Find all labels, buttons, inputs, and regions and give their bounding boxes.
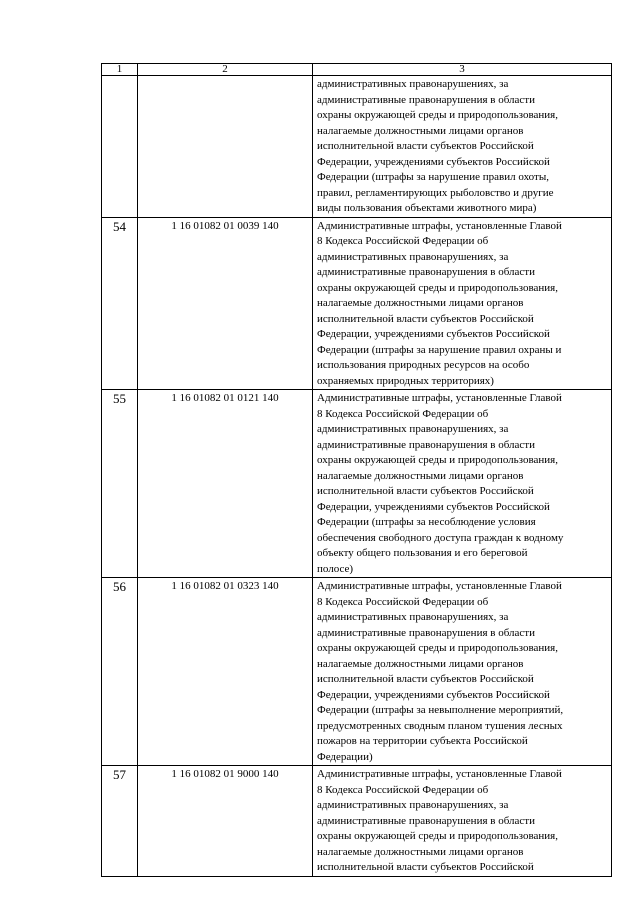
description-line: административные правонарушения в области xyxy=(317,266,535,278)
description-line: пожаров на территории субъекта Российской xyxy=(317,735,528,747)
description-line: Федерации (штрафы за нарушение правил охоты, xyxy=(317,171,549,183)
description-line: налагаемые должностными лицами органов xyxy=(317,297,524,309)
description-line: Административные штрафы, установленные Главой xyxy=(317,580,562,592)
table-row xyxy=(102,217,612,390)
description-line: исполнительной власти субъектов Российской xyxy=(317,312,534,325)
description-line: административных правонарушениях, за xyxy=(317,78,509,90)
description-line: охраны окружающей среды и природопользования, xyxy=(317,642,558,654)
budget-code: 1 16 01082 01 0039 140 xyxy=(138,217,313,390)
description-line: Федерации (штрафы за нарушение правил охраны и xyxy=(317,343,562,356)
description-line: Федерации, учреждениями субъектов Российской xyxy=(317,155,550,168)
description-line: административных правонарушениях, за xyxy=(317,799,509,811)
description-line: административных правонарушениях, за xyxy=(317,423,509,435)
revenue-codes-table xyxy=(101,63,612,877)
description-line: налагаемые должностными лицами органов xyxy=(317,845,524,858)
row-number: 55 xyxy=(102,390,138,578)
description-line: налагаемые должностными лицами органов xyxy=(317,469,524,482)
description-line: Федерации, учреждениями субъектов Российской xyxy=(317,688,550,701)
description-line: административных правонарушениях, за xyxy=(317,250,509,263)
description-line: обеспечения свободного доступа граждан к водному xyxy=(317,531,564,544)
description-line: предусмотренных сводным планом тушения лесных xyxy=(317,719,563,732)
description-line: исполнительной власти субъектов Российской xyxy=(317,861,534,873)
description-line: административные правонарушения в области xyxy=(317,438,535,451)
revenue-description xyxy=(313,390,612,578)
table-row xyxy=(102,578,612,766)
description-line: 8 Кодекса Российской Федерации об xyxy=(317,235,489,247)
description-line: Федерации (штрафы за несоблюдение условия xyxy=(317,516,536,528)
description-line: административные правонарушения в области xyxy=(317,626,535,639)
description-line: охраны окружающей среды и природопользования, xyxy=(317,281,558,294)
description-line: Административные штрафы, установленные Главой xyxy=(317,768,562,780)
table-row xyxy=(102,766,612,877)
header-col-3: 3 xyxy=(313,64,612,76)
row-number: 54 xyxy=(102,217,138,390)
budget-code: 1 16 01082 01 9000 140 xyxy=(138,766,313,877)
description-line: административные правонарушения в области xyxy=(317,814,535,827)
description-line: Федерации (штрафы за невыполнение мероприятий, xyxy=(317,704,564,716)
description-line: охраняемых природных территориях) xyxy=(317,374,494,387)
description-line: исполнительной власти субъектов Российской xyxy=(317,673,534,685)
header-col-2: 2 xyxy=(138,64,313,76)
description-line: полосе) xyxy=(317,562,354,575)
revenue-description xyxy=(313,578,612,766)
row-number: 56 xyxy=(102,578,138,766)
budget-code: 1 16 01082 01 0323 140 xyxy=(138,578,313,766)
header-col-1: 1 xyxy=(102,64,138,76)
table-header-row xyxy=(102,64,612,76)
description-line: налагаемые должностными лицами органов xyxy=(317,657,524,670)
description-line: Административные штрафы, установленные Главой xyxy=(317,219,562,232)
description-line: административных правонарушениях, за xyxy=(317,611,509,623)
revenue-description xyxy=(313,217,612,390)
description-line: Административные штрафы, установленные Главой xyxy=(317,392,562,404)
description-line: 8 Кодекса Российской Федерации об xyxy=(317,783,489,796)
description-line: правил, регламентирующих рыболовство и другие xyxy=(317,186,554,199)
description-line: исполнительной власти субъектов Российской xyxy=(317,485,534,497)
revenue-description xyxy=(313,766,612,877)
row-number xyxy=(102,76,138,218)
budget-code xyxy=(138,76,313,218)
description-line: Федерации, учреждениями субъектов Российской xyxy=(317,328,550,340)
budget-code: 1 16 01082 01 0121 140 xyxy=(138,390,313,578)
description-line: административные правонарушения в области xyxy=(317,93,535,106)
description-line: охраны окружающей среды и природопользования, xyxy=(317,109,558,121)
description-line: виды пользования объектами животного мира) xyxy=(317,202,537,214)
description-line: исполнительной власти субъектов Российской xyxy=(317,140,534,152)
description-line: охраны окружающей среды и природопользования, xyxy=(317,830,558,842)
revenue-description xyxy=(313,76,612,218)
row-number: 57 xyxy=(102,766,138,877)
description-line: налагаемые должностными лицами органов xyxy=(317,124,524,137)
description-line: Федерации) xyxy=(317,750,373,763)
description-line: охраны окружающей среды и природопользования, xyxy=(317,454,558,466)
description-line: объекту общего пользования и его береговой xyxy=(317,547,528,559)
description-line: Федерации, учреждениями субъектов Российской xyxy=(317,500,550,513)
description-line: 8 Кодекса Российской Федерации об xyxy=(317,407,489,420)
table-row xyxy=(102,390,612,578)
description-line: 8 Кодекса Российской Федерации об xyxy=(317,595,489,608)
table-body xyxy=(102,64,612,877)
description-line: использования природных ресурсов на особо xyxy=(317,359,530,371)
table-row xyxy=(102,76,612,218)
